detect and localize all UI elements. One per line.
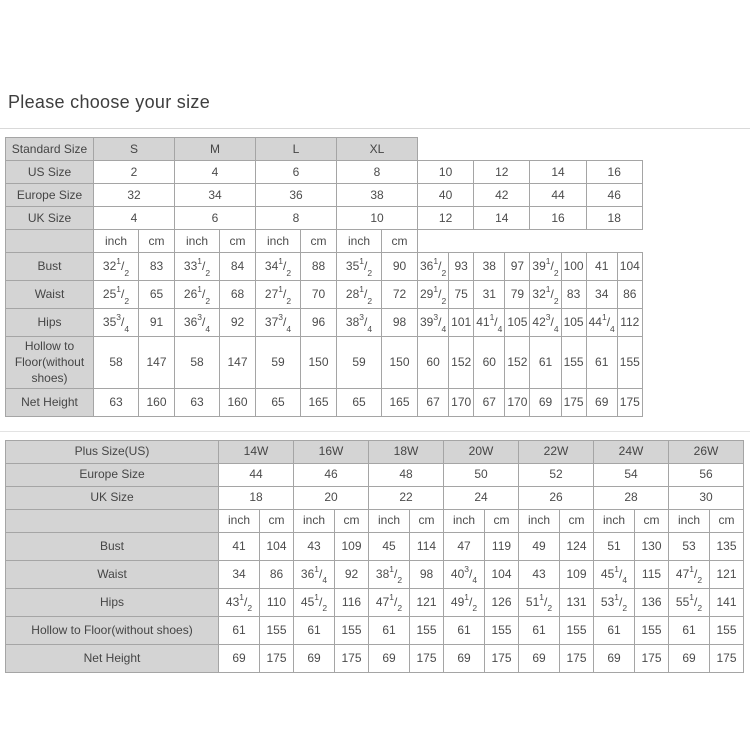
measure-value-cell: $53^1/_2$ (594, 588, 635, 616)
measure-value-cell: 34 (219, 560, 260, 588)
measure-value-cell: 160 (220, 388, 256, 416)
size-group-header: 20W (444, 440, 519, 463)
size-value-cell: 18 (586, 207, 642, 230)
measure-value-cell: 67 (418, 388, 449, 416)
measure-value-cell: 109 (560, 560, 594, 588)
measure-value-cell: 101 (449, 309, 474, 337)
size-value-cell: 50 (444, 463, 519, 486)
size-group-header: 26W (669, 440, 744, 463)
measure-value-cell: 60 (474, 337, 505, 389)
measure-value-cell: 141 (710, 588, 744, 616)
size-value-cell: 46 (586, 184, 642, 207)
measure-value-cell: 92 (335, 560, 369, 588)
measure-value-cell: 160 (139, 388, 175, 416)
measure-value-cell: 155 (561, 337, 586, 389)
measure-value-cell: 90 (382, 253, 418, 281)
measure-value-cell: 131 (560, 588, 594, 616)
measure-value-cell: $34^1/_2$ (256, 253, 301, 281)
measure-value-cell: $32^1/_2$ (530, 281, 561, 309)
measure-value-cell: 155 (560, 616, 594, 644)
measure-value-cell: 41 (586, 253, 617, 281)
measure-value-cell: 150 (382, 337, 418, 389)
measure-value-cell: 83 (139, 253, 175, 281)
measure-value-cell: 92 (220, 309, 256, 337)
size-value-cell: 38 (337, 184, 418, 207)
size-value-cell: 12 (418, 207, 474, 230)
size-value-cell: 44 (530, 184, 586, 207)
measure-value-cell: 65 (337, 388, 382, 416)
measure-value-cell: 61 (530, 337, 561, 389)
measure-value-cell: 84 (220, 253, 256, 281)
size-value-cell: 36 (256, 184, 337, 207)
measure-value-cell: 155 (260, 616, 294, 644)
measure-value-cell: 69 (594, 644, 635, 672)
measure-value-cell: 72 (382, 281, 418, 309)
measure-value-cell: 110 (260, 588, 294, 616)
page-title: Please choose your size (8, 92, 211, 112)
size-value-cell: 8 (256, 207, 337, 230)
measure-value-cell: 112 (617, 309, 642, 337)
size-value-cell: 44 (219, 463, 294, 486)
measure-value-cell: 175 (710, 644, 744, 672)
measure-value-cell: 104 (617, 253, 642, 281)
size-group-header: 18W (369, 440, 444, 463)
measure-value-cell: 130 (635, 532, 669, 560)
measure-value-cell: $45^1/_2$ (294, 588, 335, 616)
measure-value-cell: 175 (260, 644, 294, 672)
measure-value-cell: 104 (485, 560, 519, 588)
measure-value-cell: 121 (410, 588, 444, 616)
row-label: UK Size (6, 207, 94, 230)
measure-value-cell: 136 (635, 588, 669, 616)
measure-value-cell: 47 (444, 532, 485, 560)
title-divider (0, 128, 750, 129)
standard-size-table (5, 137, 643, 417)
measure-value-cell: $27^1/_2$ (256, 281, 301, 309)
size-value-cell: 12 (474, 161, 530, 184)
measure-value-cell: 175 (635, 644, 669, 672)
measure-value-cell: 155 (617, 337, 642, 389)
measure-value-cell: $37^3/_4$ (256, 309, 301, 337)
measure-value-cell: 104 (260, 532, 294, 560)
unit-row-label (6, 230, 94, 253)
measure-value-cell: 69 (586, 388, 617, 416)
measure-value-cell: 69 (444, 644, 485, 672)
size-value-cell: 10 (418, 161, 474, 184)
row-label: Net Height (6, 388, 94, 416)
measure-value-cell: 61 (586, 337, 617, 389)
measure-value-cell: 69 (369, 644, 410, 672)
measure-value-cell: 155 (710, 616, 744, 644)
size-group-header: 14W (219, 440, 294, 463)
measure-value-cell: 175 (410, 644, 444, 672)
measure-value-cell: 175 (485, 644, 519, 672)
measure-value-cell: 105 (561, 309, 586, 337)
measure-value-cell: $38^1/_2$ (369, 560, 410, 588)
corner-label: Plus Size(US) (6, 440, 219, 463)
measure-value-cell: 155 (635, 616, 669, 644)
measure-value-cell: 116 (335, 588, 369, 616)
row-label: Hips (6, 309, 94, 337)
measure-value-cell: 68 (220, 281, 256, 309)
row-label: Hollow to Floor(without shoes) (6, 337, 94, 389)
plus-size-table (5, 440, 744, 673)
measure-value-cell: 83 (561, 281, 586, 309)
measure-value-cell: 43 (519, 560, 560, 588)
size-value-cell: 20 (294, 486, 369, 509)
measure-value-cell: 61 (519, 616, 560, 644)
measure-value-cell: 109 (335, 532, 369, 560)
measure-value-cell: 170 (505, 388, 530, 416)
measure-value-cell: 63 (94, 388, 139, 416)
unit-header-cell: inch (256, 230, 301, 253)
unit-header-cell: cm (139, 230, 175, 253)
measure-value-cell: 170 (449, 388, 474, 416)
measure-value-cell: 165 (382, 388, 418, 416)
measure-value-cell: 58 (175, 337, 220, 389)
size-value-cell: 34 (175, 184, 256, 207)
measure-value-cell: $25^1/_2$ (94, 281, 139, 309)
measure-value-cell: 45 (369, 532, 410, 560)
measure-value-cell: 38 (474, 253, 505, 281)
size-group-header: 16W (294, 440, 369, 463)
row-label: Bust (6, 253, 94, 281)
measure-value-cell: 147 (220, 337, 256, 389)
measure-value-cell: 61 (594, 616, 635, 644)
measure-value-cell: 97 (505, 253, 530, 281)
measure-value-cell: 53 (669, 532, 710, 560)
measure-value-cell: 67 (474, 388, 505, 416)
measure-value-cell: 93 (449, 253, 474, 281)
size-value-cell: 30 (669, 486, 744, 509)
measure-value-cell: 65 (256, 388, 301, 416)
unit-header-cell: inch (337, 230, 382, 253)
measure-value-cell: 49 (519, 532, 560, 560)
row-label: UK Size (6, 486, 219, 509)
unit-header-cell: cm (410, 509, 444, 532)
size-value-cell: 54 (594, 463, 669, 486)
size-value-cell: 14 (530, 161, 586, 184)
row-label: Europe Size (6, 463, 219, 486)
size-value-cell: 40 (418, 184, 474, 207)
size-value-cell: 48 (369, 463, 444, 486)
measure-value-cell: 88 (301, 253, 337, 281)
size-value-cell: 32 (94, 184, 175, 207)
size-value-cell: 4 (94, 207, 175, 230)
measure-value-cell: 61 (444, 616, 485, 644)
unit-header-cell: cm (382, 230, 418, 253)
size-group-header: XL (337, 138, 418, 161)
unit-header-cell: inch (444, 509, 485, 532)
unit-header-cell: inch (94, 230, 139, 253)
measure-value-cell: $51^1/_2$ (519, 588, 560, 616)
size-value-cell: 8 (337, 161, 418, 184)
measure-value-cell: 175 (561, 388, 586, 416)
measure-value-cell: $41^1/_4$ (474, 309, 505, 337)
measure-value-cell: $40^3/_4$ (444, 560, 485, 588)
unit-header-cell: inch (294, 509, 335, 532)
measure-value-cell: $44^1/_4$ (586, 309, 617, 337)
measure-value-cell: 119 (485, 532, 519, 560)
measure-value-cell: $45^1/_4$ (594, 560, 635, 588)
row-label: Hollow to Floor(without shoes) (6, 616, 219, 644)
measure-value-cell: 135 (710, 532, 744, 560)
size-group-header: S (94, 138, 175, 161)
row-label: US Size (6, 161, 94, 184)
measure-value-cell: $36^1/_2$ (418, 253, 449, 281)
measure-value-cell: 60 (418, 337, 449, 389)
measure-value-cell: 61 (669, 616, 710, 644)
size-value-cell: 42 (474, 184, 530, 207)
row-label: Waist (6, 560, 219, 588)
measure-value-cell: $36^3/_4$ (175, 309, 220, 337)
measure-value-cell: $36^1/_4$ (294, 560, 335, 588)
size-value-cell: 52 (519, 463, 594, 486)
measure-value-cell: $28^1/_2$ (337, 281, 382, 309)
measure-value-cell: $47^1/_2$ (669, 560, 710, 588)
measure-value-cell: 65 (139, 281, 175, 309)
measure-value-cell: 79 (505, 281, 530, 309)
size-value-cell: 22 (369, 486, 444, 509)
measure-value-cell: 86 (260, 560, 294, 588)
measure-value-cell: 61 (219, 616, 260, 644)
measure-value-cell: $26^1/_2$ (175, 281, 220, 309)
unit-row-label (6, 509, 219, 532)
measure-value-cell: 69 (530, 388, 561, 416)
measure-value-cell: 51 (594, 532, 635, 560)
measure-value-cell: $47^1/_2$ (369, 588, 410, 616)
measure-value-cell: $39^1/_2$ (530, 253, 561, 281)
size-value-cell: 2 (94, 161, 175, 184)
measure-value-cell: 63 (175, 388, 220, 416)
size-value-cell: 14 (474, 207, 530, 230)
size-value-cell: 28 (594, 486, 669, 509)
size-value-cell: 4 (175, 161, 256, 184)
measure-value-cell: 86 (617, 281, 642, 309)
measure-value-cell: 115 (635, 560, 669, 588)
measure-value-cell: 155 (485, 616, 519, 644)
measure-value-cell: 147 (139, 337, 175, 389)
size-value-cell: 16 (530, 207, 586, 230)
measure-value-cell: 105 (505, 309, 530, 337)
size-value-cell: 26 (519, 486, 594, 509)
measure-value-cell: 91 (139, 309, 175, 337)
size-value-cell: 24 (444, 486, 519, 509)
measure-value-cell: 155 (335, 616, 369, 644)
measure-value-cell: 114 (410, 532, 444, 560)
unit-header-cell: cm (220, 230, 256, 253)
measure-value-cell: 34 (586, 281, 617, 309)
measure-value-cell: 165 (301, 388, 337, 416)
measure-value-cell: 59 (337, 337, 382, 389)
measure-value-cell: 98 (410, 560, 444, 588)
measure-value-cell: 124 (560, 532, 594, 560)
size-group-header: M (175, 138, 256, 161)
row-label: Bust (6, 532, 219, 560)
size-group-header: L (256, 138, 337, 161)
measure-value-cell: 43 (294, 532, 335, 560)
measure-value-cell: $33^1/_2$ (175, 253, 220, 281)
size-group-header: 22W (519, 440, 594, 463)
measure-value-cell: 75 (449, 281, 474, 309)
measure-value-cell: 175 (560, 644, 594, 672)
unit-header-cell: cm (710, 509, 744, 532)
unit-header-cell: cm (635, 509, 669, 532)
measure-value-cell: $55^1/_2$ (669, 588, 710, 616)
measure-value-cell: $39^3/_4$ (418, 309, 449, 337)
unit-header-cell: inch (219, 509, 260, 532)
unit-header-cell: cm (560, 509, 594, 532)
row-label: Hips (6, 588, 219, 616)
size-value-cell: 56 (669, 463, 744, 486)
measure-value-cell: 69 (519, 644, 560, 672)
row-label: Net Height (6, 644, 219, 672)
measure-value-cell: 59 (256, 337, 301, 389)
measure-value-cell: $43^1/_2$ (219, 588, 260, 616)
measure-value-cell: 98 (382, 309, 418, 337)
measure-value-cell: 100 (561, 253, 586, 281)
measure-value-cell: 121 (710, 560, 744, 588)
size-group-header: 24W (594, 440, 669, 463)
row-label: Europe Size (6, 184, 94, 207)
measure-value-cell: 150 (301, 337, 337, 389)
measure-value-cell: $35^3/_4$ (94, 309, 139, 337)
unit-header-cell: cm (301, 230, 337, 253)
measure-value-cell: 152 (449, 337, 474, 389)
corner-label: Standard Size (6, 138, 94, 161)
size-value-cell: 18 (219, 486, 294, 509)
measure-value-cell: 69 (219, 644, 260, 672)
size-value-cell: 10 (337, 207, 418, 230)
measure-value-cell: 155 (410, 616, 444, 644)
measure-value-cell: $38^3/_4$ (337, 309, 382, 337)
measure-value-cell: $35^1/_2$ (337, 253, 382, 281)
measure-value-cell: 69 (669, 644, 710, 672)
unit-header-cell: inch (519, 509, 560, 532)
measure-value-cell: $49^1/_2$ (444, 588, 485, 616)
measure-value-cell: $29^1/_2$ (418, 281, 449, 309)
size-value-cell: 46 (294, 463, 369, 486)
size-value-cell: 6 (256, 161, 337, 184)
unit-header-cell: inch (175, 230, 220, 253)
measure-value-cell: 61 (294, 616, 335, 644)
table-divider (0, 431, 750, 432)
unit-header-cell: inch (669, 509, 710, 532)
unit-header-cell: inch (369, 509, 410, 532)
unit-header-cell: inch (594, 509, 635, 532)
measure-value-cell: 31 (474, 281, 505, 309)
measure-value-cell: 58 (94, 337, 139, 389)
measure-value-cell: 69 (294, 644, 335, 672)
measure-value-cell: $42^3/_4$ (530, 309, 561, 337)
size-value-cell: 16 (586, 161, 642, 184)
measure-value-cell: 41 (219, 532, 260, 560)
row-label: Waist (6, 281, 94, 309)
measure-value-cell: 61 (369, 616, 410, 644)
unit-header-cell: cm (335, 509, 369, 532)
measure-value-cell: 70 (301, 281, 337, 309)
size-value-cell: 6 (175, 207, 256, 230)
measure-value-cell: 175 (617, 388, 642, 416)
unit-header-cell: cm (485, 509, 519, 532)
measure-value-cell: 152 (505, 337, 530, 389)
measure-value-cell: 175 (335, 644, 369, 672)
measure-value-cell: 126 (485, 588, 519, 616)
unit-header-cell: cm (260, 509, 294, 532)
measure-value-cell: 96 (301, 309, 337, 337)
measure-value-cell: $32^1/_2$ (94, 253, 139, 281)
